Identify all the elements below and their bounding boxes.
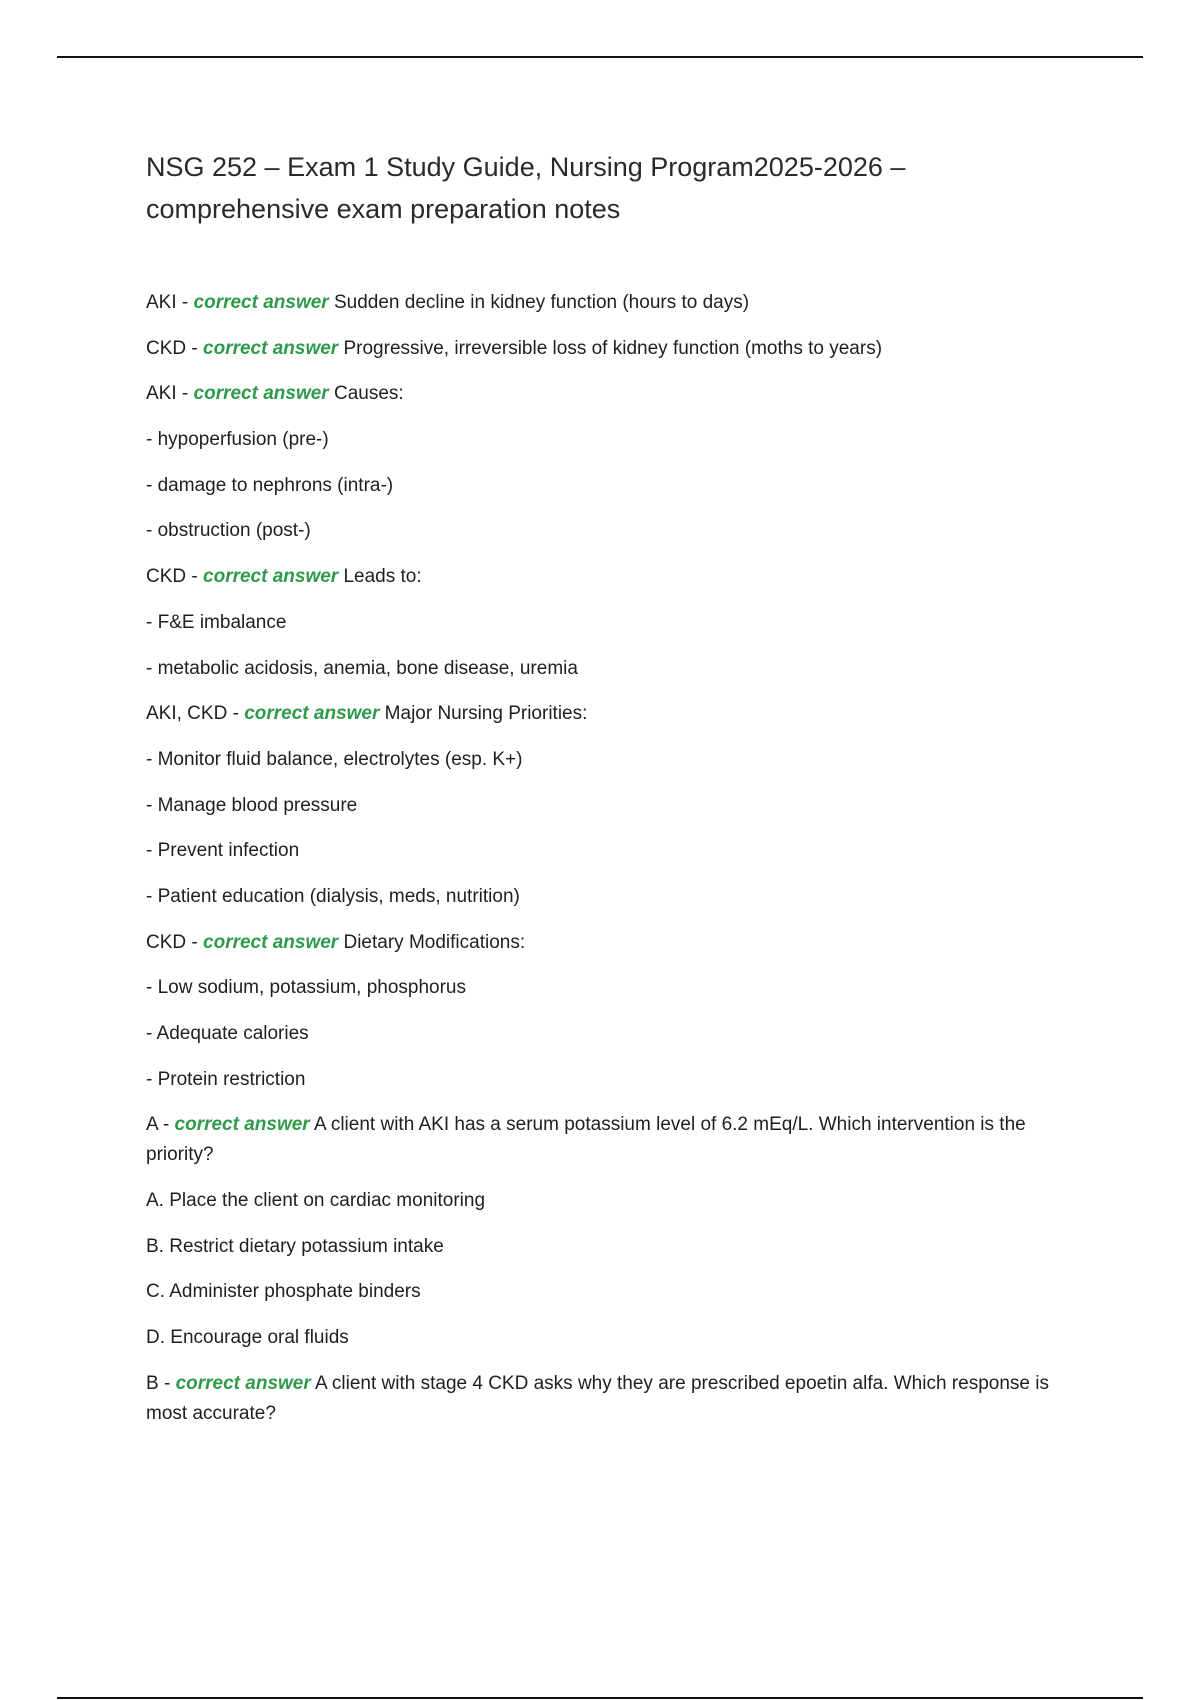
entry-text: - obstruction (post-) (146, 520, 311, 542)
entry-separator: - (186, 337, 204, 359)
entry-text: - Protein restriction (146, 1068, 306, 1090)
study-entries (146, 288, 1086, 1429)
entry-key: CKD (146, 337, 187, 359)
qa-entry (146, 288, 1086, 318)
entry-text: Dietary Modifications: (343, 931, 526, 953)
qa-entry (146, 562, 1086, 592)
entry-text: Major Nursing Priorities: (384, 703, 588, 725)
document-title: NSG 252 – Exam 1 Study Guide, Nursing Program2025-2026 – comprehensive exam preparation notes (146, 152, 906, 224)
entry-separator: - (227, 703, 245, 725)
note-line (146, 1232, 1086, 1262)
entry-separator: - (186, 566, 204, 588)
document-body (146, 146, 1086, 1445)
entry-text: Causes: (333, 383, 404, 405)
entry-text: - Patient education (dialysis, meds, nutrition) (146, 885, 520, 907)
entry-text: - Adequate calories (146, 1023, 309, 1044)
note-line (146, 608, 1086, 638)
entry-key: AKI, CKD (146, 703, 228, 725)
note-line (146, 471, 1086, 501)
qa-entry (146, 1110, 1086, 1170)
entry-separator: - (157, 1114, 175, 1136)
note-line (146, 1065, 1086, 1095)
correct-answer-marker: correct answer (203, 566, 339, 588)
qa-entry (146, 699, 1086, 729)
entry-key: CKD (146, 931, 187, 953)
entry-key: CKD (146, 566, 187, 588)
entry-text: - Low sodium, potassium, phosphorus (146, 977, 466, 999)
entry-text: - damage to nephrons (intra-) (146, 474, 394, 496)
correct-answer-marker: correct answer (193, 383, 329, 405)
note-line (146, 1277, 1086, 1307)
entry-text: - metabolic acidosis, anemia, bone disease, uremia (146, 657, 578, 679)
correct-answer-marker: correct answer (203, 931, 339, 953)
qa-entry (146, 379, 1086, 409)
entry-text: - Prevent infection (146, 840, 300, 862)
entry-text: D. Encourage oral fluids (146, 1327, 349, 1349)
entry-separator: - (176, 292, 194, 313)
entry-text: - Manage blood pressure (146, 794, 358, 816)
note-line (146, 425, 1086, 455)
correct-answer-marker: correct answer (174, 1114, 310, 1136)
correct-answer-marker: correct answer (203, 337, 339, 359)
entry-text: - hypoperfusion (pre-) (146, 429, 329, 451)
note-line (146, 973, 1086, 1003)
qa-entry (146, 928, 1086, 958)
correct-answer-marker: correct answer (175, 1372, 311, 1394)
entry-text: B. Restrict dietary potassium intake (146, 1235, 444, 1257)
header-rule (57, 56, 1143, 58)
entry-separator: - (176, 383, 194, 405)
entry-key: A (146, 1114, 158, 1136)
note-line (146, 745, 1086, 775)
footer-rule (57, 1697, 1143, 1699)
entry-key: B (146, 1372, 159, 1394)
note-line (146, 836, 1086, 866)
note-line (146, 1323, 1086, 1353)
entry-text: A. Place the client on cardiac monitoring (146, 1190, 486, 1212)
entry-text: - F&E imbalance (146, 611, 287, 633)
note-line (146, 1019, 1086, 1049)
entry-text: Progressive, irreversible loss of kidney function (moths to years) (343, 337, 883, 359)
entry-text: Leads to: (343, 566, 422, 588)
entry-separator: - (158, 1372, 176, 1394)
note-line (146, 1186, 1086, 1216)
note-line (146, 516, 1086, 546)
note-line (146, 791, 1086, 821)
correct-answer-marker: correct answer (193, 292, 329, 313)
note-line (146, 654, 1086, 684)
correct-answer-marker: correct answer (244, 703, 380, 725)
note-line (146, 882, 1086, 912)
entry-key: AKI (146, 383, 177, 405)
qa-entry (146, 1369, 1086, 1429)
entry-text: A client with stage 4 CKD asks why they are prescribed epoetin alfa. Which response is most accurate? (146, 1372, 1049, 1424)
entry-key: AKI (146, 292, 177, 313)
entry-text: - Monitor fluid balance, electrolytes (esp. K+) (146, 748, 523, 770)
entry-text: Sudden decline in kidney function (hours to days) (333, 292, 750, 313)
qa-entry (146, 334, 1086, 364)
entry-text: C. Administer phosphate binders (146, 1281, 421, 1303)
entry-separator: - (186, 931, 204, 953)
entry-text: A client with AKI has a serum potassium level of 6.2 mEq/L. Which intervention is the priority? (146, 1114, 1026, 1166)
